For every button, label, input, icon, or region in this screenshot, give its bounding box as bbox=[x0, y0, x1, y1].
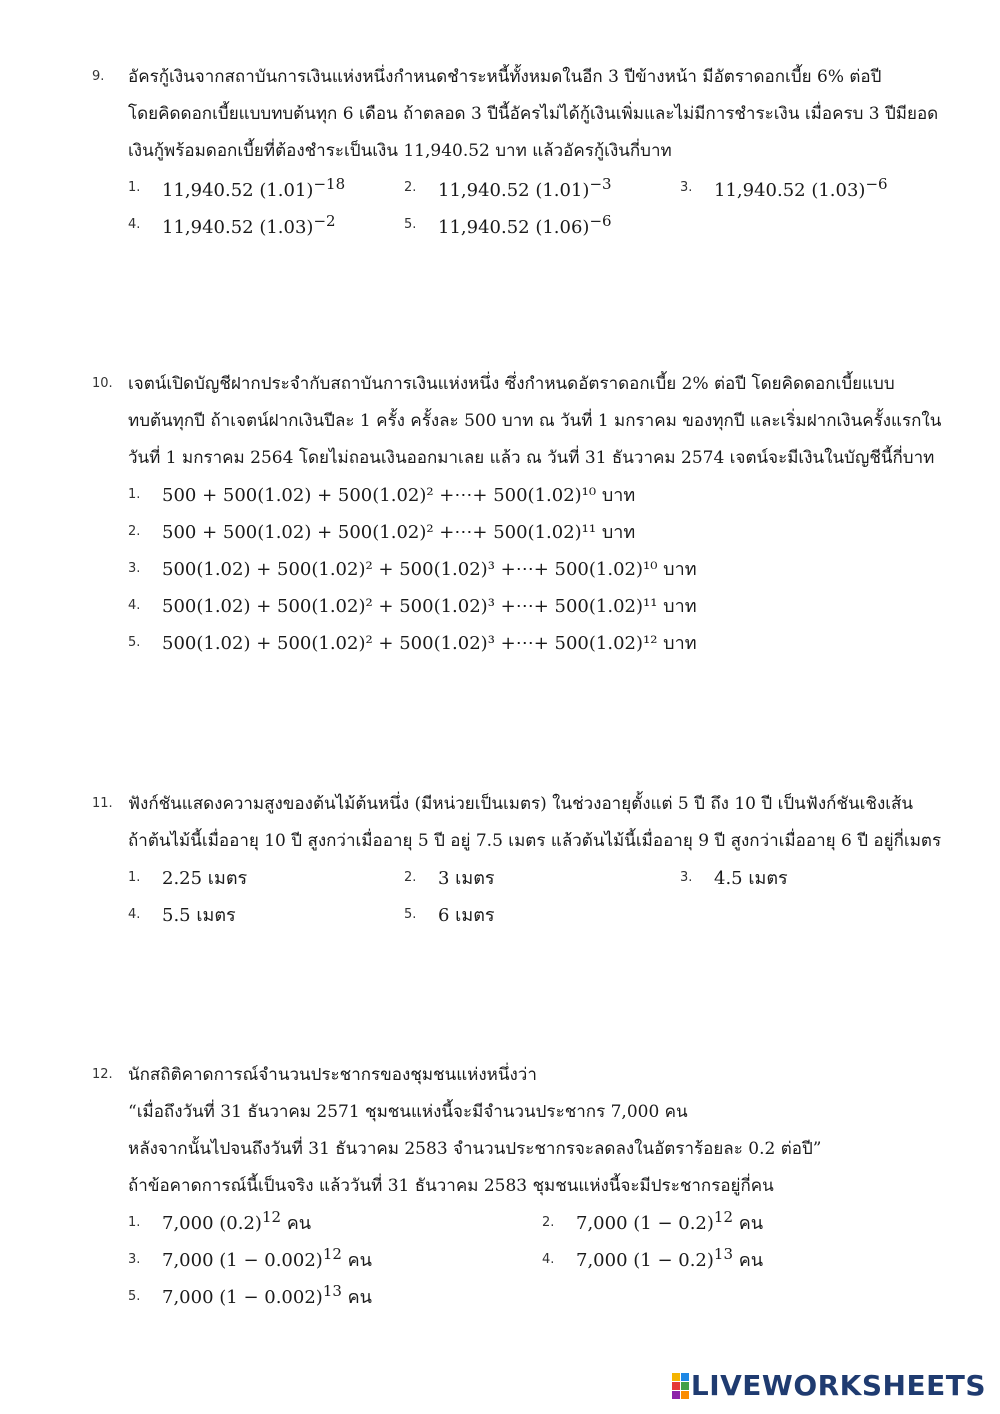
choice-base: 11,940.52 (1.01) bbox=[438, 179, 590, 201]
liveworksheets-logo bbox=[672, 1369, 986, 1402]
choice-number: 2. bbox=[542, 1215, 555, 1230]
choice-suffix: คน bbox=[281, 1213, 312, 1234]
choice-number: 3. bbox=[128, 1252, 141, 1267]
choice-3[interactable] bbox=[128, 550, 972, 587]
choice-exponent: 12 bbox=[322, 1245, 342, 1263]
choice-5[interactable] bbox=[404, 212, 680, 238]
choice-4[interactable] bbox=[542, 1245, 956, 1274]
question-text: อัครกู้เงินจากสถาบันการเงินแห่งหนึ่งกำหนดชำระหนี้ทั้งหมดในอีก 3 ปีข้างหน้า มีอัตราดอกเบี้ย 6% ต่อปี bbox=[128, 67, 882, 87]
choice-row bbox=[128, 1241, 972, 1278]
choice-text bbox=[162, 1282, 372, 1311]
logo-text: LIVEWORKSHEETS bbox=[690, 1369, 986, 1402]
choice-list bbox=[92, 1204, 972, 1315]
choice-suffix: คน bbox=[341, 1250, 372, 1271]
choice-text bbox=[162, 1208, 311, 1237]
choice-number: 5. bbox=[404, 217, 417, 232]
choice-1[interactable] bbox=[128, 175, 404, 201]
question-text: หลังจากนั้นไปจนถึงวันที่ 31 ธันวาคม 2583 จำนวนประชากรจะลดลงในอัตราร้อยละ 0.2 ต่อปี” bbox=[128, 1139, 822, 1159]
choice-text: 5.5 เมตร bbox=[162, 905, 236, 926]
choice-number: 1. bbox=[128, 1215, 141, 1230]
choice-number: 1. bbox=[128, 487, 141, 502]
choice-row bbox=[128, 1204, 972, 1241]
choice-base: 11,940.52 (1.01) bbox=[162, 179, 314, 201]
question-number: 10. bbox=[92, 376, 113, 391]
choice-3[interactable] bbox=[680, 863, 956, 892]
choice-text: 500 + 500(1.02) + 500(1.02)² +⋯+ 500(1.02)¹⁰ บาท bbox=[162, 485, 636, 506]
choice-row bbox=[128, 169, 972, 206]
question-text: “เมื่อถึงวันที่ 31 ธันวาคม 2571 ชุมชนแห่งนี้จะมีจำนวนประชากร 7,000 คน bbox=[128, 1102, 688, 1122]
choice-text: 2.25 เมตร bbox=[162, 868, 248, 889]
choice-text: 4.5 เมตร bbox=[714, 868, 788, 889]
choice-base: 7,000 (1 − 0.002) bbox=[162, 1250, 323, 1271]
choice-exponent: −3 bbox=[589, 174, 612, 193]
choice-suffix: คน bbox=[733, 1213, 764, 1234]
choice-base: 7,000 (0.2) bbox=[162, 1213, 262, 1234]
choice-text: 500(1.02) + 500(1.02)² + 500(1.02)³ +⋯+ 500(1.02)¹⁰ บาท bbox=[162, 559, 697, 580]
choice-row bbox=[128, 206, 972, 243]
choice-5[interactable] bbox=[128, 1282, 542, 1311]
choice-number: 1. bbox=[128, 870, 141, 885]
choice-number: 2. bbox=[404, 180, 417, 195]
choice-base: 7,000 (1 − 0.2) bbox=[576, 1250, 714, 1271]
choice-number: 1. bbox=[128, 180, 141, 195]
choice-list bbox=[92, 859, 972, 933]
choice-text: 6 เมตร bbox=[438, 905, 495, 926]
question-number: 12. bbox=[92, 1067, 113, 1082]
question-line bbox=[92, 132, 972, 169]
choice-2[interactable] bbox=[404, 175, 680, 201]
choice-number: 2. bbox=[128, 524, 141, 539]
logo-icon bbox=[672, 1373, 688, 1399]
choice-number: 3. bbox=[128, 561, 141, 576]
choice-number: 3. bbox=[680, 180, 693, 195]
choice-text bbox=[438, 175, 612, 201]
choice-text bbox=[714, 175, 888, 201]
choice-text: 3 เมตร bbox=[438, 868, 495, 889]
choice-base: 11,940.52 (1.03) bbox=[162, 216, 314, 238]
choice-text bbox=[576, 1208, 763, 1237]
question-line bbox=[92, 785, 972, 822]
choice-exponent: −18 bbox=[313, 174, 346, 193]
choice-2[interactable] bbox=[404, 863, 680, 892]
choice-exponent: −6 bbox=[589, 211, 612, 230]
choice-suffix: คน bbox=[341, 1287, 372, 1308]
choice-number: 4. bbox=[128, 598, 141, 613]
choice-base: 7,000 (1 − 0.2) bbox=[576, 1213, 714, 1234]
choice-number: 5. bbox=[128, 635, 141, 650]
choice-2[interactable] bbox=[128, 513, 972, 550]
choice-text: 500(1.02) + 500(1.02)² + 500(1.02)³ +⋯+ 500(1.02)¹¹ บาท bbox=[162, 596, 697, 617]
choice-text bbox=[576, 1245, 763, 1274]
choice-list bbox=[92, 476, 972, 661]
question-text: ทบต้นทุกปี ถ้าเจตน์ฝากเงินปีละ 1 ครั้ง ครั้งละ 500 บาท ณ วันที่ 1 มกราคม ของทุกปี และเริ่มฝากเงินครั้งแรกใน bbox=[128, 411, 942, 431]
choice-4[interactable] bbox=[128, 587, 972, 624]
question-11 bbox=[92, 785, 972, 933]
choice-exponent: 12 bbox=[261, 1208, 282, 1226]
choice-exponent: 12 bbox=[713, 1208, 733, 1226]
question-line bbox=[92, 95, 972, 132]
choice-text bbox=[438, 212, 612, 238]
choice-4[interactable] bbox=[128, 212, 404, 238]
question-line bbox=[92, 365, 972, 402]
choice-list bbox=[92, 169, 972, 243]
choice-number: 4. bbox=[128, 907, 141, 922]
question-line bbox=[92, 58, 972, 95]
choice-row bbox=[128, 1278, 972, 1315]
choice-1[interactable] bbox=[128, 476, 972, 513]
question-9 bbox=[92, 58, 972, 243]
question-12 bbox=[92, 1056, 972, 1315]
choice-5[interactable] bbox=[128, 624, 972, 661]
choice-base: 11,940.52 (1.03) bbox=[714, 179, 866, 201]
choice-3[interactable] bbox=[128, 1245, 542, 1274]
question-text: ถ้าต้นไม้นี้เมื่ออายุ 10 ปี สูงกว่าเมื่ออายุ 5 ปี อยู่ 7.5 เมตร แล้วต้นไม้นี้เมื่ออายุ 9 ปี สูงกว่าเมื่ออายุ 6 ปี อยู่กี่เมตร bbox=[128, 831, 942, 851]
choice-base: 7,000 (1 − 0.002) bbox=[162, 1287, 323, 1308]
choice-text bbox=[162, 212, 336, 238]
question-text: ฟังก์ชันแสดงความสูงของต้นไม้ต้นหนึ่ง (มีหน่วยเป็นเมตร) ในช่วงอายุตั้งแต่ 5 ปี ถึง 10 ปี เป็นฟังก์ชันเชิงเส้น bbox=[128, 794, 914, 814]
question-line bbox=[92, 1056, 972, 1093]
choice-text: 500(1.02) + 500(1.02)² + 500(1.02)³ +⋯+ 500(1.02)¹² บาท bbox=[162, 633, 697, 654]
choice-number: 4. bbox=[128, 217, 141, 232]
choice-number: 4. bbox=[542, 1252, 555, 1267]
question-number: 9. bbox=[92, 69, 105, 84]
choice-exponent: −2 bbox=[313, 211, 336, 230]
choice-number: 3. bbox=[680, 870, 693, 885]
choice-exponent: 13 bbox=[713, 1245, 733, 1263]
question-text: นักสถิติคาดการณ์จำนวนประชากรของชุมชนแห่งหนึ่งว่า bbox=[128, 1065, 537, 1085]
choice-number: 5. bbox=[404, 907, 417, 922]
question-line bbox=[92, 1130, 972, 1167]
choice-text bbox=[162, 175, 345, 201]
choice-number: 5. bbox=[128, 1289, 141, 1304]
question-10 bbox=[92, 365, 972, 661]
choice-4[interactable] bbox=[128, 900, 404, 929]
choice-row bbox=[128, 896, 972, 933]
question-line bbox=[92, 402, 972, 439]
choice-3[interactable] bbox=[680, 175, 956, 201]
question-number: 11. bbox=[92, 796, 113, 811]
choice-row bbox=[128, 859, 972, 896]
question-text: ถ้าข้อคาดการณ์นี้เป็นจริง แล้ววันที่ 31 ธันวาคม 2583 ชุมชนแห่งนี้จะมีประชากรอยู่กี่คน bbox=[128, 1176, 774, 1196]
choice-1[interactable] bbox=[128, 863, 404, 892]
choice-text bbox=[162, 1245, 372, 1274]
question-line bbox=[92, 1167, 972, 1204]
question-line bbox=[92, 1093, 972, 1130]
question-line bbox=[92, 822, 972, 859]
question-text: โดยคิดดอกเบี้ยแบบทบต้นทุก 6 เดือน ถ้าตลอด 3 ปีนี้อัครไม่ได้กู้เงินเพิ่มและไม่มีการชำระเงิน เมื่อครบ 3 ปีมียอด bbox=[128, 104, 939, 124]
choice-2[interactable] bbox=[542, 1208, 956, 1237]
question-text: เงินกู้พร้อมดอกเบี้ยที่ต้องชำระเป็นเงิน 11,940.52 บาท แล้วอัครกู้เงินกี่บาท bbox=[128, 141, 672, 161]
choice-base: 11,940.52 (1.06) bbox=[438, 216, 590, 238]
question-text: เจตน์เปิดบัญชีฝากประจำกับสถาบันการเงินแห่งหนึ่ง ซึ่งกำหนดอัตราดอกเบี้ย 2% ต่อปี โดยคิดดอกเบี้ยแบบ bbox=[128, 374, 895, 394]
choice-suffix: คน bbox=[733, 1250, 764, 1271]
choice-1[interactable] bbox=[128, 1208, 542, 1237]
choice-5[interactable] bbox=[404, 900, 680, 929]
choice-exponent: −6 bbox=[865, 174, 888, 193]
question-line bbox=[92, 439, 972, 476]
question-text: วันที่ 1 มกราคม 2564 โดยไม่ถอนเงินออกมาเลย แล้ว ณ วันที่ 31 ธันวาคม 2574 เจตน์จะมีเงินในบัญชีนี้กี่บาท bbox=[128, 448, 935, 468]
choice-exponent: 13 bbox=[322, 1282, 342, 1300]
choice-number: 2. bbox=[404, 870, 417, 885]
choice-text: 500 + 500(1.02) + 500(1.02)² +⋯+ 500(1.02)¹¹ บาท bbox=[162, 522, 636, 543]
